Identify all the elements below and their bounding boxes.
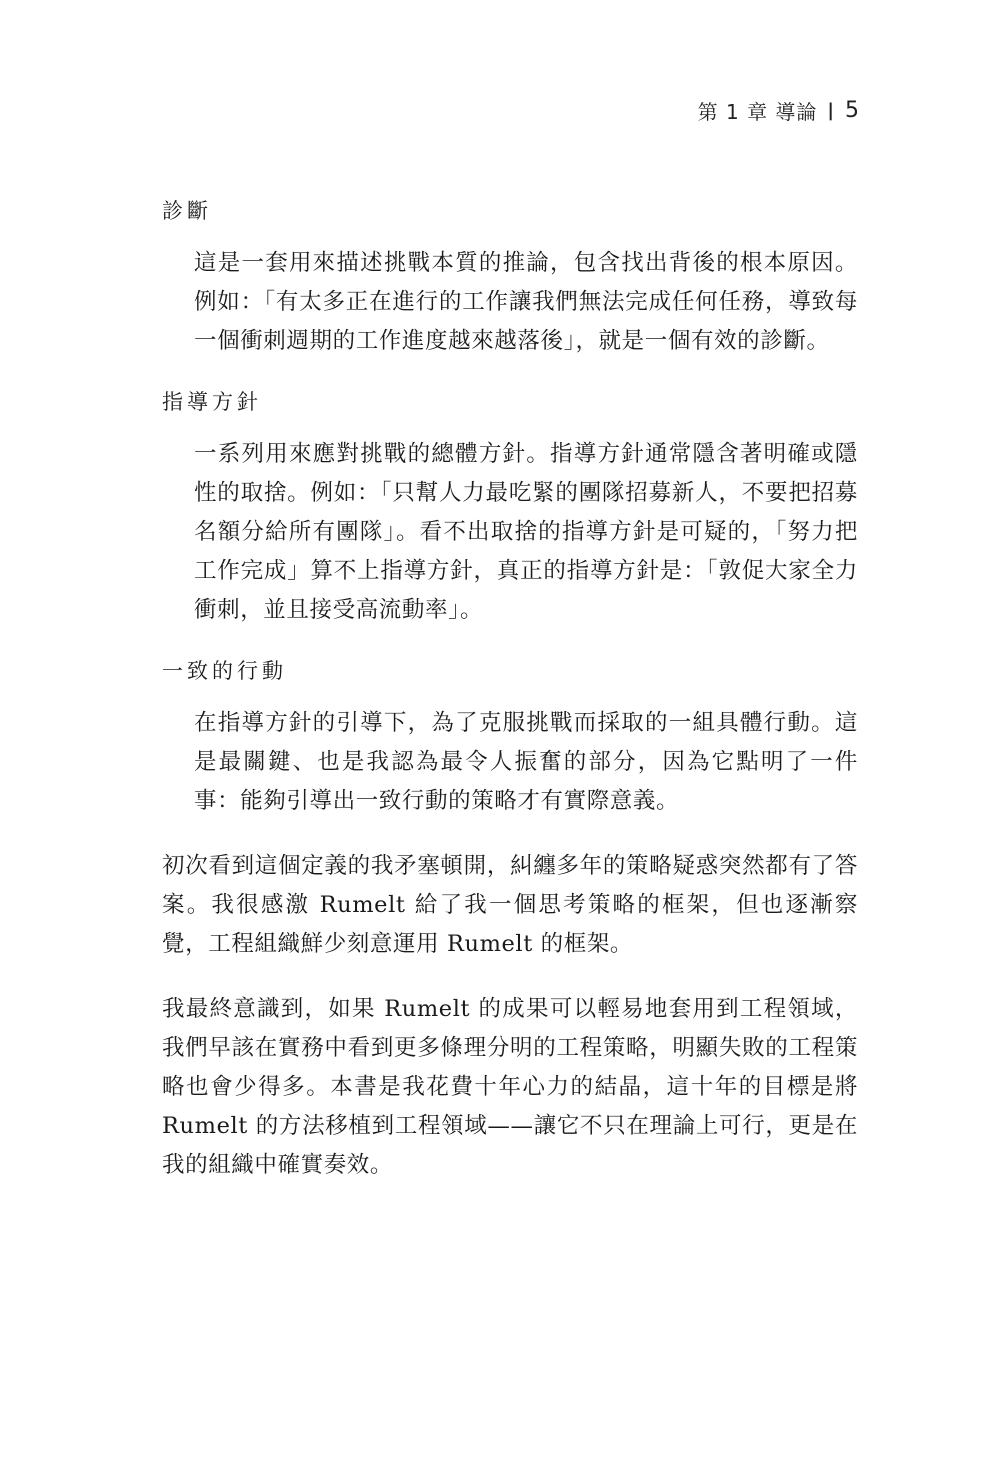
definition-section	[162, 196, 858, 361]
body-paragraph: 我最終意識到，如果 Rumelt 的成果可以輕易地套用到工程領域，我們早該在實務中看到更多條理分明的工程策略，明顯失敗的工程策略也會少得多。本書是我花費十年心力的結晶，這十年的目標是將 Rumelt 的方法移植到工程領域——讓它不只在理論上可行，更是在我的組織中確實奏效。	[162, 996, 858, 1178]
definition-section	[162, 387, 858, 630]
section-definition: 一系列用來應對挑戰的總體方針。指導方針通常隱含著明確或隱性的取捨。例如：「只幫人力最吃緊的團隊招募新人，不要把招募名額分給所有團隊」。看不出取捨的指導方針是可疑的，「努力把工作完成」算不上指導方針，真正的指導方針是：「敦促大家全力衝刺，並且接受高流動率」。	[194, 441, 858, 623]
section-definition: 這是一套用來描述挑戰本質的推論，包含找出背後的根本原因。例如：「有太多正在進行的工作讓我們無法完成任何任務，導致每一個衝刺週期的工作進度越來越落後」，就是一個有效的診斷。	[194, 250, 858, 354]
page-number: 5	[845, 98, 860, 123]
section-term: 診斷	[162, 199, 212, 223]
header-separator: |	[827, 100, 835, 121]
page-body	[162, 196, 858, 1211]
section-term: 一致的行動	[162, 659, 287, 683]
chapter-title: 第 1 章 導論	[697, 100, 818, 124]
running-header	[698, 96, 860, 125]
section-term: 指導方針	[162, 390, 262, 414]
definition-section	[162, 656, 858, 821]
body-paragraph: 初次看到這個定義的我矛塞頓開，糾纏多年的策略疑惑突然都有了答案。我很感激 Rumelt 給了我一個思考策略的框架，但也逐漸察覺，工程組織鮮少刻意運用 Rumelt 的框架。	[162, 853, 858, 957]
section-definition: 在指導方針的引導下，為了克服挑戰而採取的一組具體行動。這是最關鍵、也是我認為最令人振奮的部分，因為它點明了一件事：能夠引導出一致行動的策略才有實際意義。	[194, 710, 858, 814]
